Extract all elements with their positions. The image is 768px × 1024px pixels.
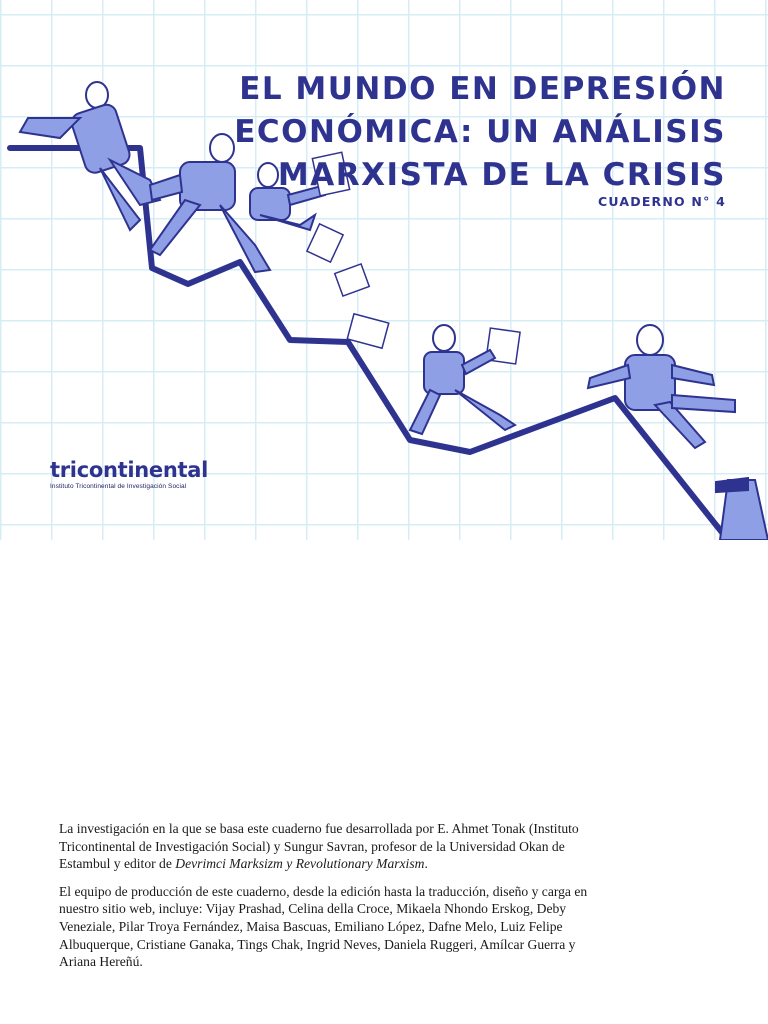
research-credits-text: La investigación en la que se basa este cuaderno fue desarrollada por E. Ahmet Tonak (Instituto Tricontinental de Investigación Social) y Sungur Savran, profesor de la Universidad Okan de Estambul y editor de — [59, 821, 579, 872]
production-team-paragraph: El equipo de producción de este cuaderno, desde la edición hasta la traducción, diseño y carga en nuestro sitio web, incluye: Vijay Prashad, Celina della Croce, Mikaela Nhondo Erskog, Deby Veneziale, Pilar Troya Fernández, Maisa Bascuas, Emiliano López, Dafne Melo, Luiz Felipe Albuquerque, Cristiane Ganaka, Tings Chak, Ingrid Neves, Daniela Ruggeri, Amílcar Guerra y Ariana Hereñú. — [59, 883, 588, 970]
logo-wordmark: tricontinental — [50, 458, 209, 482]
journal-title: Devrimci Marksizm y Revolutionary Marxism — [175, 856, 425, 872]
notebook-number: CUADERNO N° 4 — [598, 194, 726, 209]
credits-section — [59, 820, 591, 981]
cover-title-block — [234, 68, 726, 209]
cover-title-line-3: MARXISTA DE LA CRISIS — [277, 157, 726, 193]
logo-subtitle: Instituto Tricontinental de Investigación Social — [50, 483, 187, 490]
research-credits-end: . — [424, 856, 428, 872]
cover-title-line-1: EL MUNDO EN DEPRESIÓN — [239, 71, 726, 107]
cover-title-line-2: ECONÓMICA: UN ANÁLISIS — [234, 114, 726, 150]
tricontinental-logo — [50, 458, 208, 490]
falling-figure-legs — [716, 478, 768, 540]
startled-businessman-figure-5 — [588, 325, 735, 448]
research-credits-paragraph — [59, 820, 591, 873]
